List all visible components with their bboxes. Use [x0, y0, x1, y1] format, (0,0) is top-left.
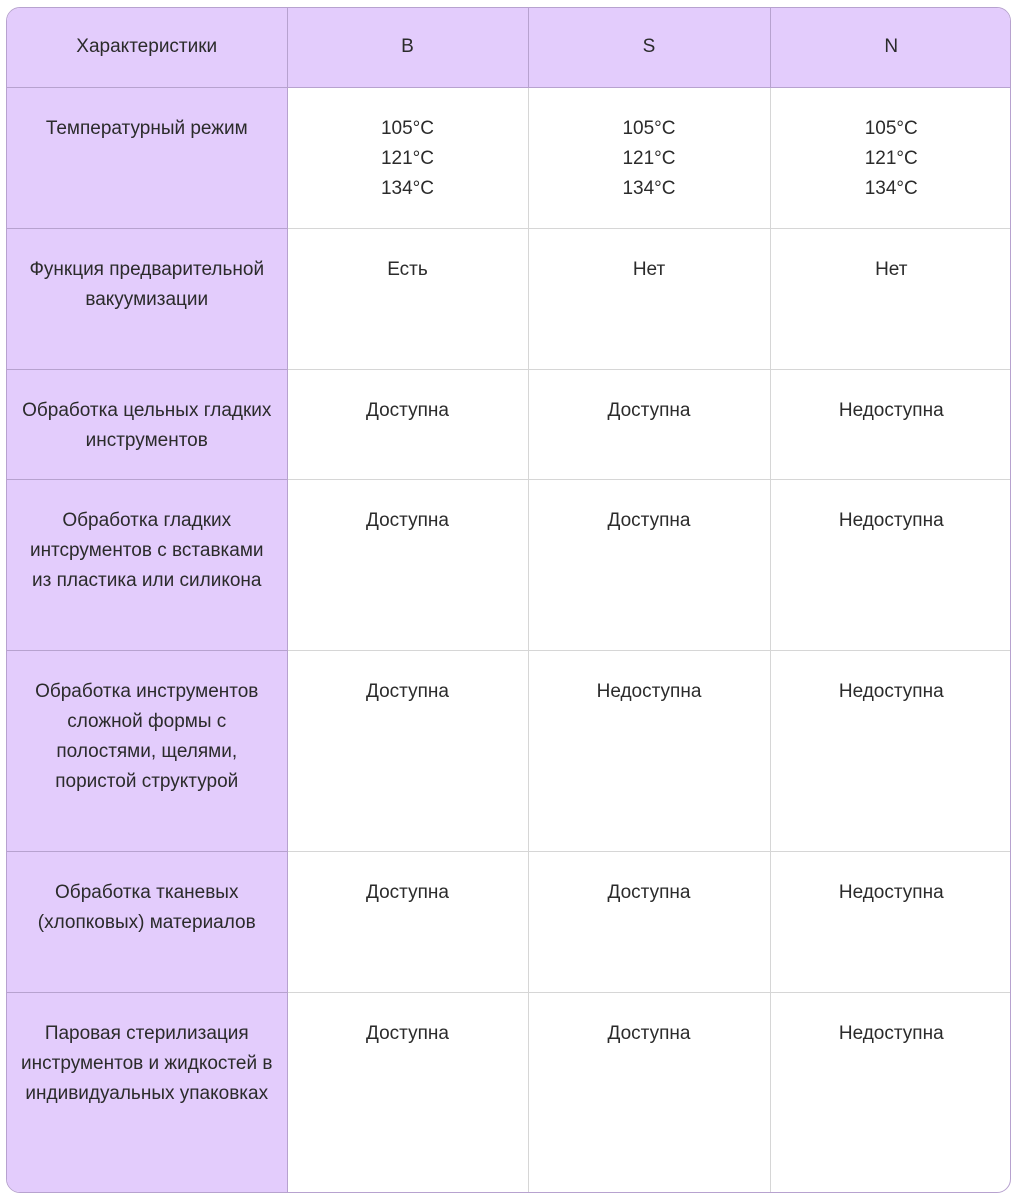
table-row	[7, 851, 1011, 992]
autoclave-class-comparison-table	[6, 7, 1011, 1193]
table-cell	[770, 87, 1011, 228]
table-cell: Недоступна	[770, 650, 1011, 851]
table-row	[7, 479, 1011, 650]
table-body	[7, 87, 1011, 1192]
row-label: Температурный режим	[7, 87, 287, 228]
table-cell: Доступна	[528, 992, 770, 1192]
header-class-s: S	[528, 8, 770, 87]
row-label: Паровая стерилизация инструментов и жидкостей в индивидуальных упаковках	[7, 992, 287, 1192]
table-cell: Доступна	[528, 851, 770, 992]
row-label: Обработка гладких интсрументов с вставками из пластика или силикона	[7, 479, 287, 650]
table-cell: Доступна	[287, 479, 528, 650]
row-label: Обработка тканевых (хлопковых) материалов	[7, 851, 287, 992]
table-cell: Недоступна	[528, 650, 770, 851]
table-row	[7, 992, 1011, 1192]
row-label: Функция предварительной вакуумизации	[7, 228, 287, 369]
table-cell: Доступна	[287, 650, 528, 851]
cell-line: 134°C	[622, 177, 676, 199]
table-cell: Нет	[528, 228, 770, 369]
table-cell: Доступна	[287, 992, 528, 1192]
table-row	[7, 650, 1011, 851]
table-cell: Доступна	[287, 369, 528, 479]
table-cell: Недоступна	[770, 851, 1011, 992]
table-row	[7, 228, 1011, 369]
cell-line: 134°C	[380, 177, 435, 199]
cell-line: 105°C	[380, 117, 435, 139]
row-label: Обработка цельных гладких инструментов	[7, 369, 287, 479]
table-cell	[528, 87, 770, 228]
cell-line: 121°C	[380, 147, 435, 169]
table-cell: Недоступна	[770, 369, 1011, 479]
header-row	[7, 8, 1011, 87]
table-cell: Доступна	[528, 479, 770, 650]
cell-line: 134°C	[864, 177, 918, 199]
cell-line: 105°C	[864, 117, 918, 139]
header-class-b: B	[287, 8, 528, 87]
header-class-n: N	[770, 8, 1011, 87]
cell-line: 121°C	[622, 147, 676, 169]
header-characteristics: Характеристики	[7, 8, 287, 87]
table-cell: Доступна	[287, 851, 528, 992]
table-header	[7, 8, 1011, 87]
cell-line: 105°C	[622, 117, 676, 139]
table-cell: Недоступна	[838, 1022, 944, 1044]
comparison-table	[7, 8, 1011, 1192]
table-row	[7, 87, 1011, 228]
row-label: Обработка инструментов сложной формы с полостями, щелями, пористой структурой	[7, 650, 287, 851]
table-cell: Недоступна	[770, 479, 1011, 650]
table-cell	[287, 87, 528, 228]
table-cell: Нет	[770, 228, 1011, 369]
table-row	[7, 369, 1011, 479]
cell-line: 121°C	[864, 147, 918, 169]
table-cell: Есть	[287, 228, 528, 369]
table-cell: Доступна	[528, 369, 770, 479]
